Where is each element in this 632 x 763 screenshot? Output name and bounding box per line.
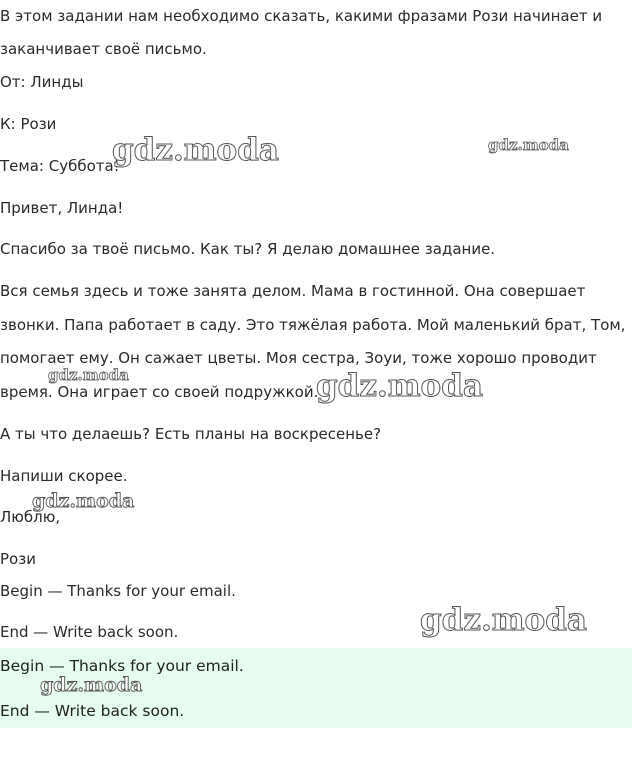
letter-paragraph-2-line-1: Вся семья здесь и тоже занята делом. Мама в гостинной. Она совершает (0, 282, 586, 300)
watermark: gdz.moda (420, 602, 587, 638)
answer-begin: Begin — Thanks for your email. (0, 582, 236, 600)
letter-paragraph-2-line-2: звонки. Папа работает в саду. Это тяжёлая работа. Мой маленький брат, Том, (0, 316, 626, 334)
letter-paragraph-1: Спасибо за твоё письмо. Как ты? Я делаю домашнее задание. (0, 240, 496, 258)
watermark: gdz.moda (112, 132, 279, 168)
letter-subject: Тема: Суббота! (0, 157, 120, 175)
letter-closing: Люблю, (0, 508, 61, 526)
letter-to: К: Рози (0, 115, 57, 133)
letter-paragraph-2-line-4: время. Она играет со своей подружкой. (0, 383, 319, 401)
intro-line-1: В этом задании нам необходимо сказать, какими фразами Рози начинает и (0, 7, 603, 25)
highlighted-answer-end: End — Write back soon. (0, 702, 185, 720)
letter-paragraph-4: Напиши скорее. (0, 467, 128, 485)
letter-paragraph-3: А ты что делаешь? Есть планы на воскресенье? (0, 425, 382, 443)
watermark: gdz.moda (316, 368, 483, 404)
highlighted-answer-begin: Begin — Thanks for your email. (0, 657, 244, 675)
intro-line-2: заканчивает своё письмо. (0, 40, 207, 58)
answer-end: End — Write back soon. (0, 623, 179, 641)
letter-signature: Рози (0, 550, 36, 568)
letter-greeting: Привет, Линда! (0, 199, 124, 217)
letter-from: От: Линды (0, 73, 84, 91)
watermark: gdz.moda (32, 490, 135, 512)
watermark: gdz.moda (488, 136, 569, 154)
letter-paragraph-2-line-3: помогает ему. Он сажает цветы. Моя сестра, Зоуи, тоже хорошо проводит (0, 349, 597, 367)
watermark: gdz.moda (48, 366, 129, 384)
watermark: gdz.moda (40, 674, 143, 696)
